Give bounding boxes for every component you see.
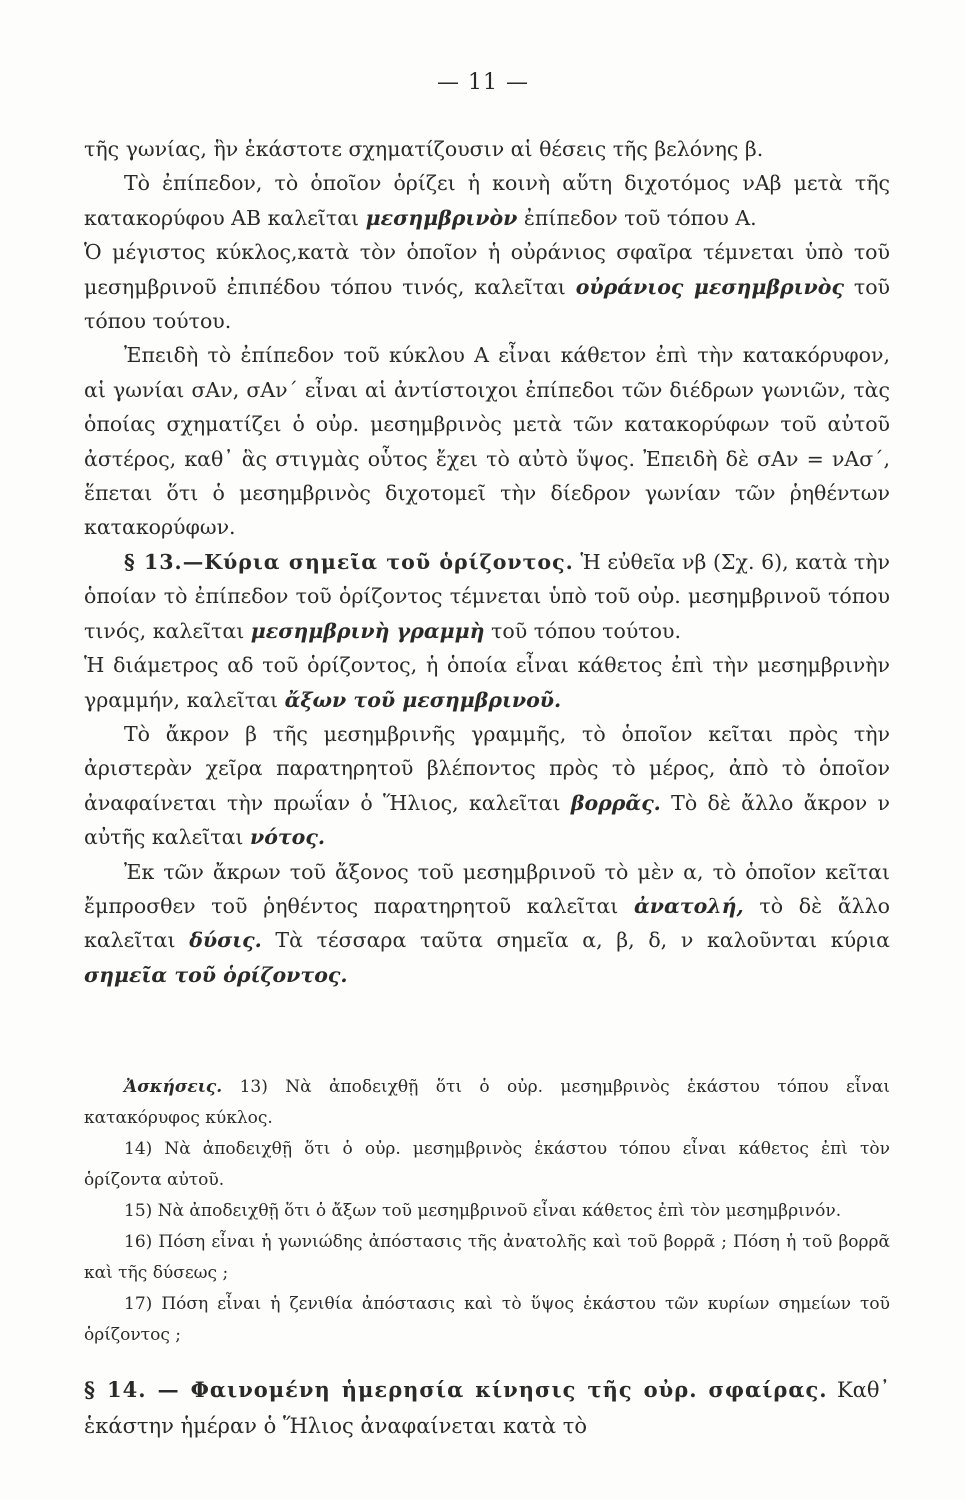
text-run: Ἡ διάμετρος αδ τοῦ ὁρίζοντος, ἡ ὁποία εἶναι κάθετος ἐπὶ τὴν μεσημβρινὴν γραμμήν, καλεῖται [84,653,890,712]
exercise-ex15 [84,1196,890,1227]
emphasized-term: βορρᾶς. [570,790,661,815]
exercise-text: 14) Νὰ ἀποδειχθῇ ὅτι ὁ οὐρ. μεσημβρινὸς ἑκάστου τόπου εἶναι κάθετος ἐπὶ τὸν ὁρίζοντα αὐτοῦ. [84,1139,890,1190]
paragraph-p5 [84,545,890,648]
exercise-ex17 [84,1289,890,1351]
paragraph-p2 [84,166,890,235]
emphasized-term: νότος. [249,825,325,850]
text-run: Τὸ ἐπίπεδον, τὸ ὁποῖον ὁρίζει ἡ κοινὴ αὕτη διχοτόμος νΑβ μετὰ τῆς κατακορύφου ΑΒ καλεῖται [84,171,890,230]
section-heading: § 13.—Κύρια σημεῖα τοῦ ὁρίζοντος. [124,549,574,574]
section-14-paragraph [84,1372,890,1444]
exercise-ex13 [84,1072,890,1134]
main-text [84,132,890,992]
text-run: τῆς γωνίας, ἣν ἑκάστοτε σχηματίζουσιν αἱ θέσεις τῆς βελόνης β. [84,137,764,161]
section-14 [84,1372,890,1444]
paragraph-p3 [84,235,890,338]
emphasized-term: οὐράνιος μεσημβρινὸς [575,274,844,299]
emphasized-term: μεσημβρινὴ γραμμὴ [250,618,485,643]
emphasized-term: σημεῖα τοῦ ὁρίζοντος. [84,962,348,987]
paragraph-p8 [84,855,890,993]
emphasized-term: ἀνατολή, [634,893,744,918]
text-run: ἐπίπεδον τοῦ τόπου Α. [517,205,757,230]
exercises-title: Ἀσκήσεις. [124,1077,223,1097]
emphasized-term: μεσημβρινὸν [365,205,518,230]
paragraph-p4 [84,338,890,544]
paragraph-p7 [84,717,890,855]
exercises-section [84,1072,890,1351]
paragraph-p6 [84,648,890,717]
page-number: — 11 — [437,70,529,95]
text-run: τὸ δὲ ἄλλο καλεῖται [84,893,890,953]
text-run: Τὸ ἄκρον β τῆς μεσημβρινῆς γραμμῆς, τὸ ὁποῖον κεῖται πρὸς τὴν ἀριστερὰν χεῖρα παρατηρητοῦ βλέποντος πρὸς τὸ μέρος, ἀπὸ τὸ ὁποῖον ἀναφαίνεται τὴν πρωΐαν ὁ Ἥλιος, καλεῖται [84,721,890,815]
text-run: Ἐκ τῶν ἄκρων τοῦ ἄξονος τοῦ μεσημβρινοῦ τὸ μὲν α, τὸ ὁποῖον κεῖται ἔμπροσθεν τοῦ ῥηθέντος παρατηρητοῦ καλεῖται [84,859,890,918]
exercise-ex16 [84,1227,890,1289]
text-run: Τὸ δὲ ἄλλο ἄκρον ν αὐτῆς καλεῖται [84,790,890,850]
emphasized-term: δύσις. [189,928,262,953]
exercise-text: 13) Νὰ ἀποδειχθῇ ὅτι ὁ οὐρ. μεσημβρινὸς ἑκάστου τόπου εἶναι κατακόρυφος κύκλος. [84,1077,890,1128]
text-run: τοῦ τόπου τούτου. [484,618,681,643]
text-run: Ἡ εὐθεῖα νβ (Σχ. 6), κατὰ τὴν ὁποίαν τὸ ἐπίπεδον τοῦ ὁρίζοντος τέμνεται ὑπὸ τοῦ οὐρ. μεσημβρινοῦ τόπου τινός, καλεῖται [84,549,890,643]
exercise-ex14 [84,1134,890,1196]
text-run: Ὁ μέγιστος κύκλος,κατὰ τὸν ὁποῖον ἡ οὐράνιος σφαῖρα τέμνεται ὑπὸ τοῦ μεσημβρινοῦ ἐπιπέδου τόπου τινός, καλεῖται [84,240,890,299]
paragraph-p1 [84,132,890,166]
section-14-heading: § 14. — Φαινομένη ἡμερησία κίνησις τῆς οὐρ. σφαίρας. [84,1377,828,1402]
text-run: Τὰ τέσσαρα ταῦτα σημεῖα α, β, δ, ν καλοῦνται κύρια [261,928,890,953]
exercise-text: 15) Νὰ ἀποδειχθῇ ὅτι ὁ ἄξων τοῦ μεσημβρινοῦ εἶναι κάθετος ἐπὶ τὸν μεσημβρινόν. [124,1201,842,1221]
exercise-text: 17) Πόση εἶναι ἡ ζενιθία ἀπόστασις καὶ τὸ ὕψος ἑκάστου τῶν κυρίων σημείων τοῦ ὁρίζοντος ; [84,1294,890,1345]
emphasized-term: ἄξων τοῦ μεσημβρινοῦ. [284,687,562,712]
section-14-text: Καθ᾽ ἑκάστην ἡμέραν ὁ Ἥλιος ἀναφαίνεται κατὰ τὸ [84,1378,890,1438]
text-run: Ἐπειδὴ τὸ ἐπίπεδον τοῦ κύκλου Α εἶναι κάθετον ἐπὶ τὴν κατακόρυφον, αἱ γωνίαι σΑν, σΑν΄ εἶναι αἱ ἀντίστοιχοι ἐπίπεδοι τῶν διέδρων γωνιῶν, τὰς ὁποίας σχηματίζει ὁ οὐρ. μεσημβρινὸς μετὰ τῶν κατακορύφων τοῦ αὐτοῦ ἀστέρος, καθ᾽ ἃς στιγμὰς οὗτος ἔχει τὸ αὐτὸ ὕψος. Ἐπειδὴ δὲ σΑν = νΑσ΄, ἕπεται ὅτι ὁ μεσημβρινὸς διχοτομεῖ τὴν δίεδρον γωνίαν τῶν ῥηθέντων κατακορύφων. [84,343,890,540]
exercise-text: 16) Πόση εἶναι ἡ γωνιώδης ἀπόστασις τῆς ἀνατολῆς καὶ τοῦ βορρᾶ ; Πόση ἡ τοῦ βορρᾶ καὶ τῆς δύσεως ; [84,1232,890,1283]
text-run: τοῦ τόπου τούτου. [84,274,890,334]
